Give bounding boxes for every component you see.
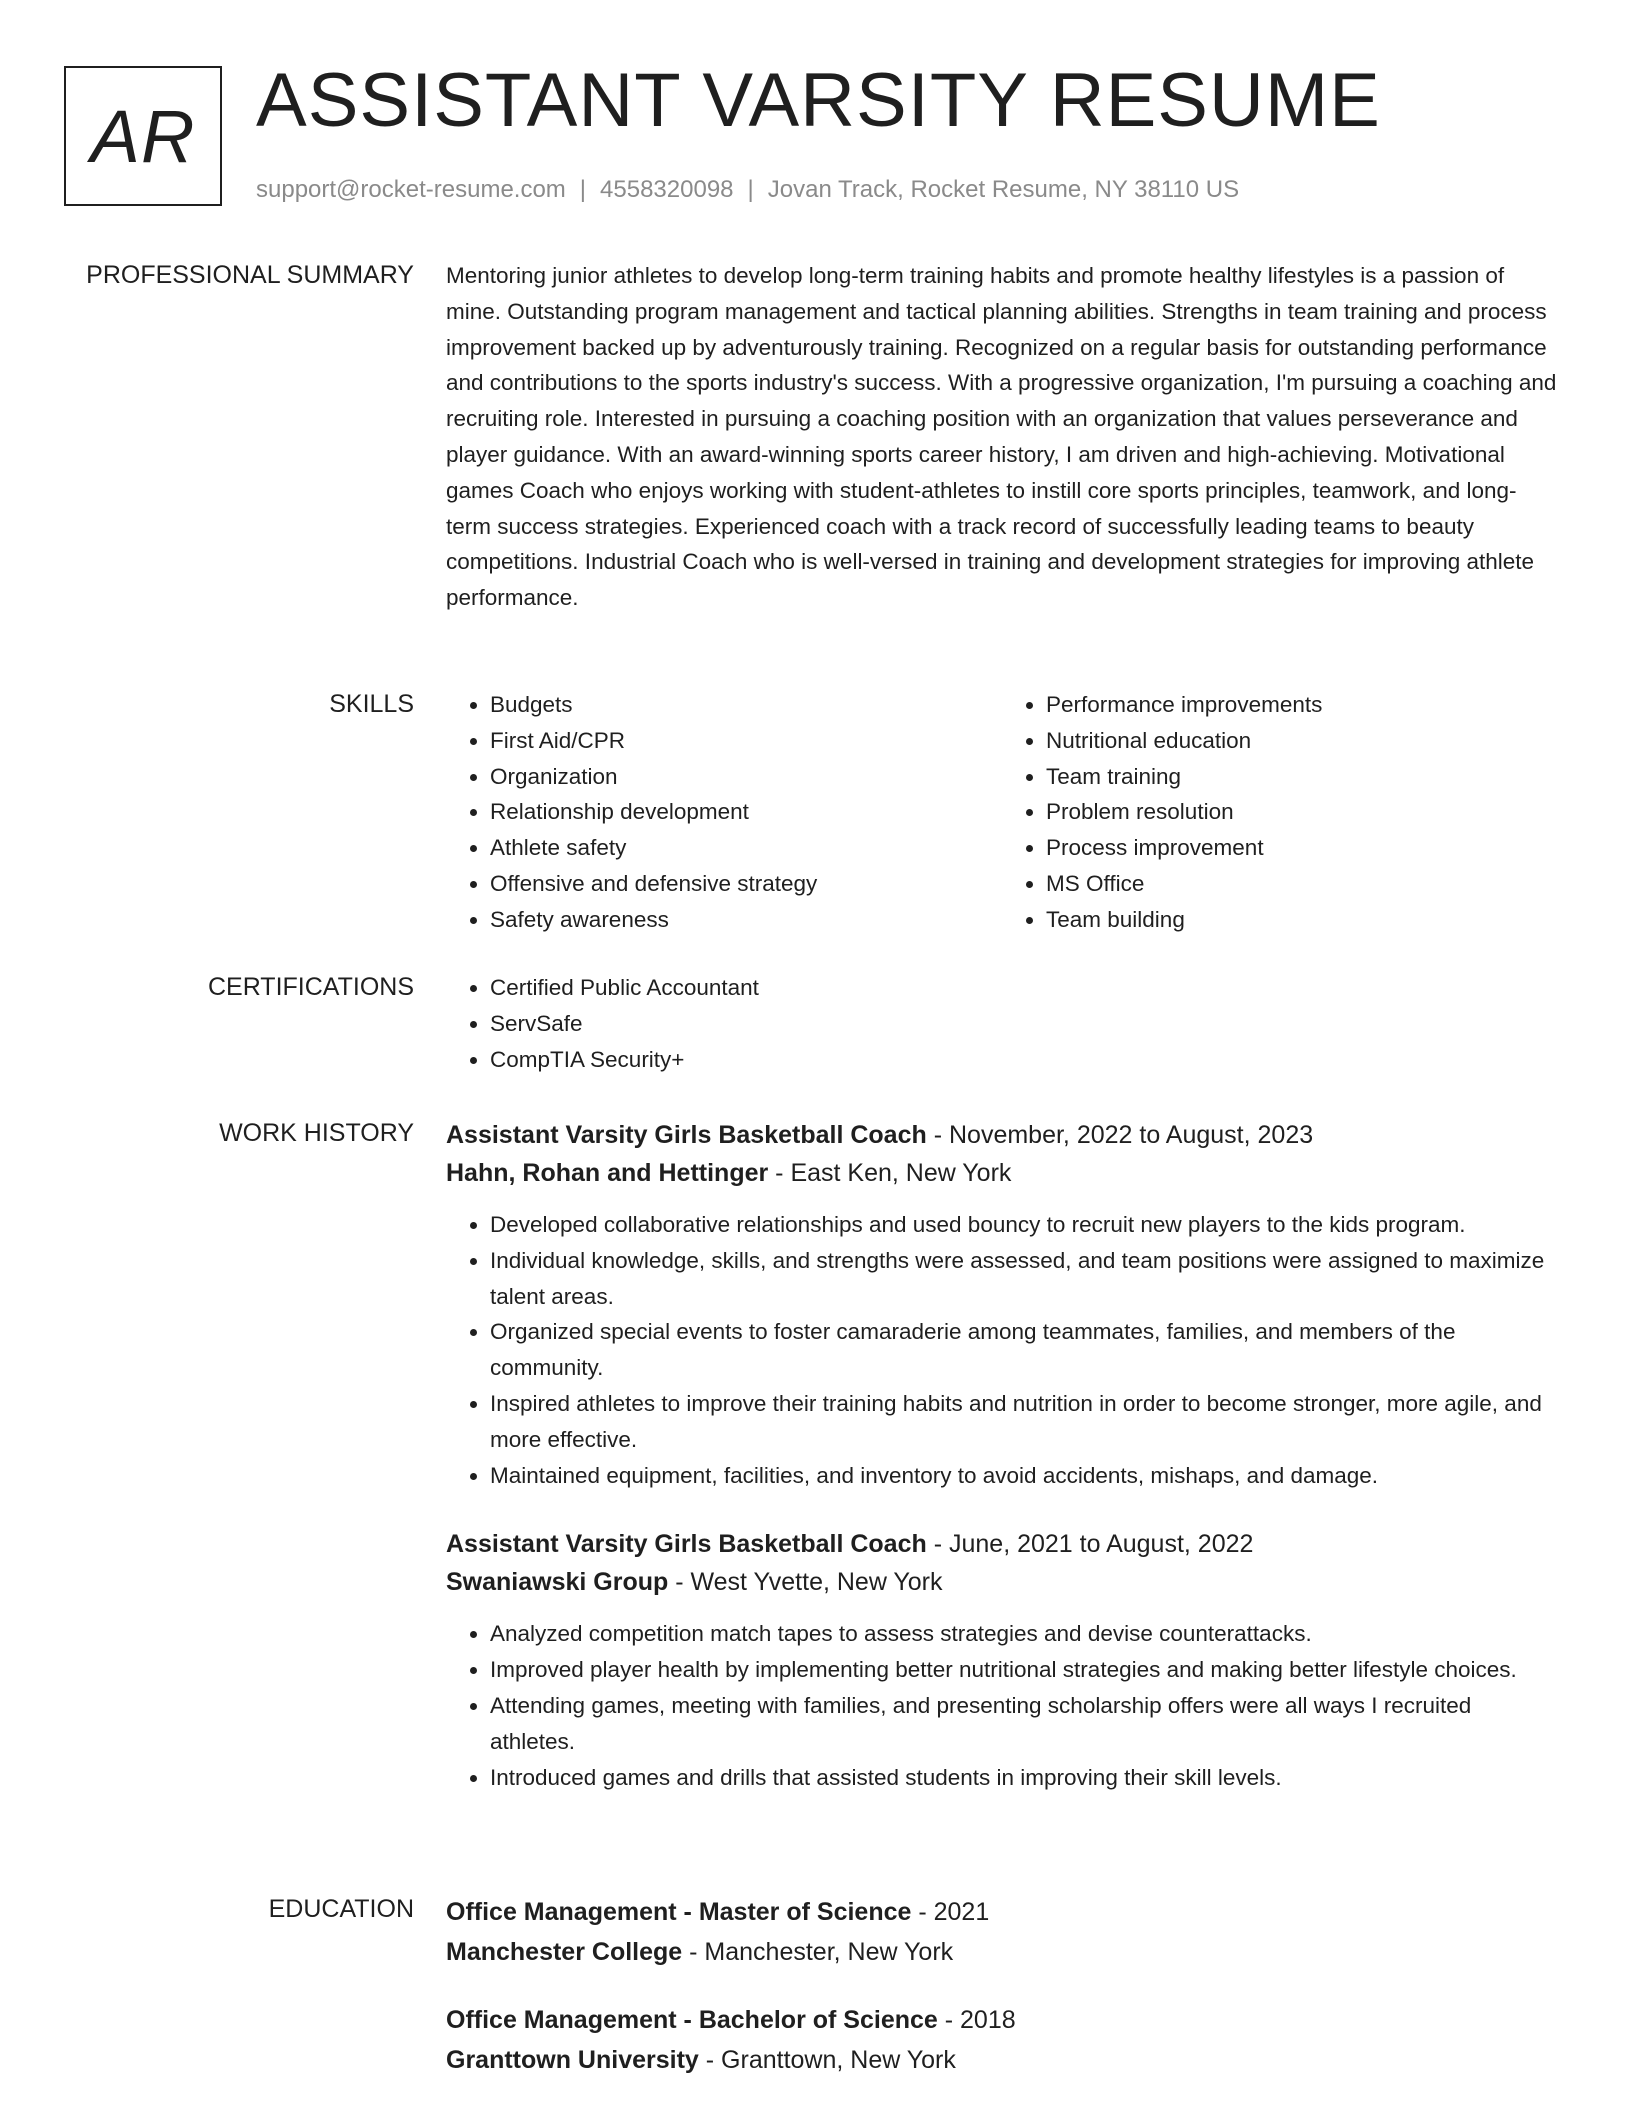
education-degree: Office Management - Master of Science (446, 1898, 912, 1926)
list-item: • Improved player health by implementing better nutritional strategies and making better lifestyle choices. (490, 1652, 1558, 1688)
education-degree: Office Management - Bachelor of Science (446, 2006, 938, 2034)
job-entry (446, 1116, 1558, 1493)
job-location: - East Ken, New York (768, 1159, 1012, 1187)
contact-address: Jovan Track, Rocket Resume, NY 38110 US (767, 176, 1240, 203)
job-title: Assistant Varsity Girls Basketball Coach (446, 1530, 927, 1559)
job-dates: - November, 2022 to August, 2023 (926, 1121, 1314, 1149)
list-item: • Process improvement (1046, 830, 1558, 866)
job-title-line (446, 1116, 1558, 1154)
skills-body (446, 687, 1558, 938)
education-entry (446, 2000, 1558, 2080)
list-item: • Relationship development (490, 794, 1002, 830)
job-company: Hahn, Rohan and Hettinger (446, 1159, 769, 1187)
job-location: - West Yvette, New York (668, 1568, 943, 1597)
job-company: Swaniawski Group (446, 1568, 669, 1597)
contact-phone: 4558320098 (600, 176, 734, 203)
summary-text: Mentoring junior athletes to develop long-term training habits and promote healthy lifestyles is a passion of mine. Outstanding program management and tactical planning abilities. Strengths in team training and process improvement backed up by adventurously training. Recognized on a regular basis for outstanding performance and contributions to the sports industry's success. With a progressive organization, I'm pursuing a coaching and recruiting role. Interested in pursuing a coaching position with an organization that values perseverance and player guidance. With an award-winning sports career history, I am driven and high-achieving. Motivational games Coach who enjoys working with student-athletes to instill core sports principles, teamwork, and long-term success strategies. Experienced coach with a track record of successfully leading teams to beauty competitions. Industrial Coach who is well-versed in training and development strategies for improving athlete performance. (446, 263, 1557, 611)
certifications-body (446, 970, 1558, 1077)
skills-list-right (1002, 687, 1558, 938)
summary-label: PROFESSIONAL SUMMARY (86, 261, 414, 289)
list-item: • Introduced games and drills that assisted students in improving their skill levels. (490, 1760, 1558, 1796)
list-item: • Certified Public Accountant (490, 970, 1558, 1006)
job-company-line (446, 1563, 1558, 1601)
list-item: • Offensive and defensive strategy (490, 866, 1002, 902)
job-bullets (446, 1616, 1558, 1795)
job-title: Assistant Varsity Girls Basketball Coach (446, 1121, 927, 1149)
education-school: Manchester College (446, 1938, 683, 1966)
job-bullets (446, 1207, 1558, 1493)
contact-line (256, 174, 1239, 206)
job-dates: - June, 2021 to August, 2022 (926, 1530, 1254, 1559)
list-item: • MS Office (1046, 866, 1558, 902)
list-item: • Analyzed competition match tapes to assess strategies and devise counterattacks. (490, 1616, 1558, 1652)
list-item: • Organization (490, 759, 1002, 795)
certifications-list (446, 970, 1558, 1077)
education-body (446, 1892, 1558, 2080)
list-item: • Inspired athletes to improve their training habits and nutrition in order to become stronger, more agile, and more effective. (490, 1386, 1558, 1458)
list-item: • Organized special events to foster camaraderie among teammates, families, and members of the community. (490, 1314, 1558, 1386)
list-item: • Safety awareness (490, 902, 1002, 938)
work-body (446, 1116, 1558, 1795)
list-item: • Budgets (490, 687, 1002, 723)
skills-list-left (446, 687, 1002, 938)
monogram: AR (64, 66, 222, 206)
education-school-line (446, 2040, 1558, 2080)
job-bullet-list (446, 1616, 1558, 1795)
list-item: • Performance improvements (1046, 687, 1558, 723)
list-item: • Individual knowledge, skills, and strengths were assessed, and team positions were assigned to maximize talent areas. (490, 1243, 1558, 1315)
job-entry (446, 1525, 1558, 1795)
list-item: • Problem resolution (1046, 794, 1558, 830)
list-item: • CompTIA Security+ (490, 1042, 1558, 1078)
education-school-line (446, 1932, 1558, 1972)
skills-label: SKILLS (329, 690, 414, 718)
list-item: • Nutritional education (1046, 723, 1558, 759)
page-title: ASSISTANT VARSITY RESUME (256, 58, 1381, 143)
list-item: • Athlete safety (490, 830, 1002, 866)
contact-separator: | (747, 176, 754, 203)
job-title-line (446, 1525, 1558, 1563)
education-year: - 2021 (911, 1898, 990, 1926)
list-item: • Team building (1046, 902, 1558, 938)
education-location: - Manchester, New York (682, 1938, 954, 1966)
list-item: • Developed collaborative relationships and used bouncy to recruit new players to the kids program. (490, 1207, 1558, 1243)
list-item: • Team training (1046, 759, 1558, 795)
certifications-label: CERTIFICATIONS (207, 973, 414, 1001)
education-degree-line (446, 1892, 1558, 1932)
summary-body (446, 258, 1558, 616)
list-item: • First Aid/CPR (490, 723, 1002, 759)
education-year: - 2018 (937, 2006, 1016, 2034)
contact-email: support@rocket-resume.com (256, 176, 566, 203)
education-label: EDUCATION (268, 1895, 414, 1923)
education-location: - Granttown, New York (698, 2046, 956, 2074)
education-degree-line (446, 2000, 1558, 2040)
list-item: • ServSafe (490, 1006, 1558, 1042)
contact-separator: | (579, 176, 587, 203)
list-item: • Maintained equipment, facilities, and inventory to avoid accidents, mishaps, and damage. (490, 1458, 1558, 1494)
list-item: • Attending games, meeting with families, and presenting scholarship offers were all ways I recruited athletes. (490, 1688, 1558, 1760)
education-entry (446, 1892, 1558, 1972)
job-bullet-list (446, 1207, 1558, 1493)
job-company-line (446, 1154, 1558, 1192)
education-school: Granttown University (446, 2046, 699, 2074)
work-label: WORK HISTORY (219, 1119, 414, 1147)
